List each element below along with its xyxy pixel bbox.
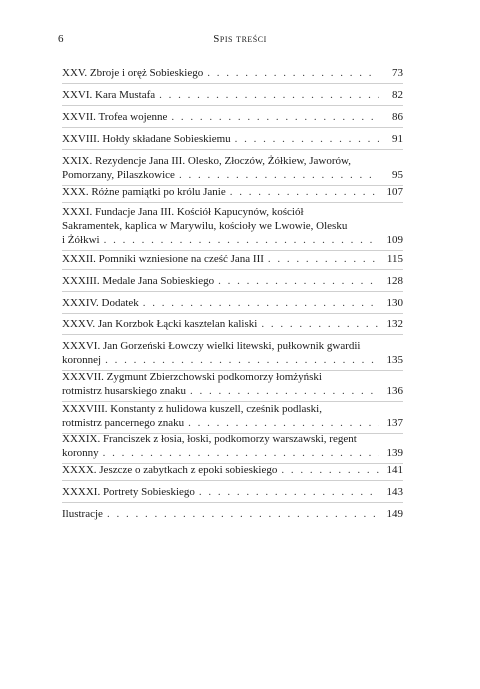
toc-entry-title: koronnej [62,354,102,366]
toc-entry-title: XXV. Zbroje i oręż Sobieskiego [62,67,204,79]
toc-entry-page: 73 [392,67,403,79]
page-number: 6 [58,33,64,45]
toc-entry-title: XXVIII. Hołdy składane Sobieskiemu [62,133,231,145]
toc-entry-title: XXXIX. Franciszek z łosia, łoski, podkomorzy warszawski, regent [62,433,357,445]
separator-line [62,269,403,270]
dot-leader [143,296,379,310]
dot-leader [199,485,379,499]
toc-entry[interactable] [62,463,403,477]
toc-entry[interactable] [62,252,403,266]
toc-entry-title: XXXX. Jeszcze o zabytkach z epoki sobieskiego [62,464,278,476]
toc-entry[interactable] [62,402,403,430]
toc-entry-title: rotmistrz pancernego znaku [62,417,185,429]
toc-entry[interactable] [62,370,403,398]
toc-entry-title: Pomorzany, Pilaszkowice [62,169,175,181]
toc-entry-title: XXXIV. Dodatek [62,297,139,309]
toc-entry[interactable] [62,507,403,521]
dot-leader [159,88,379,102]
dot-leader [207,66,379,80]
toc-entry-title: XXXIII. Medale Jana Sobieskiego [62,275,215,287]
toc-entry[interactable] [62,296,403,310]
toc-entry-page: 115 [386,253,403,265]
separator-line [62,313,403,314]
dot-leader [107,507,379,521]
toc-entry-title: XXXVI. Jan Gorzeński Łowczy wielki litewski, pułkownik gwardii [62,340,361,352]
running-title: Spis treści [213,33,267,45]
dot-leader [235,132,379,146]
toc-entry[interactable] [62,339,403,367]
toc-entry[interactable] [62,110,403,124]
separator-line [62,202,403,203]
toc-entry-page: 149 [386,508,403,520]
toc-entry-page: 95 [392,169,403,181]
toc-entry[interactable] [62,88,403,102]
dot-leader [281,463,379,477]
toc-entry-page: 82 [392,89,403,101]
dot-leader [103,446,379,460]
separator-line [62,334,403,335]
toc-entry-page: 136 [386,385,403,397]
toc-entry-title: XXXVII. Zygmunt Zbierzchowski podkomorzy łomżyński [62,371,322,383]
dot-leader [179,168,379,182]
toc-entry-title: XXIX. Rezydencje Jana III. Olesko, Złoczów, Żółkiew, Jaworów, [62,155,351,167]
toc-entry-page: 135 [386,354,403,366]
toc-entry-title: XXXV. Jan Korzbok Łącki kasztelan kaliski [62,318,258,330]
toc-entry-title: XXXXI. Portrety Sobieskiego [62,486,195,498]
separator-line [62,291,403,292]
toc-entry-title: Sakramentek, kaplica w Marywilu, kościoły we Lwowie, Olesku [62,220,348,232]
toc-entry-page: 128 [386,275,403,287]
dot-leader [171,110,379,124]
toc-entry-page: 107 [386,186,403,198]
toc-entry-page: 86 [392,111,403,123]
separator-line [62,127,403,128]
separator-line [62,250,403,251]
toc-entry-title: Ilustracje [62,508,103,520]
dot-leader [188,416,379,430]
toc-entry-title: i Żółkwi [62,234,100,246]
toc-entry-title: XXX. Różne pamiątki po królu Janie [62,186,226,198]
separator-line [62,480,403,481]
toc-entry-title: XXXII. Pomniki wzniesione na cześć Jana III [62,253,264,265]
toc-entry-page: 137 [386,417,403,429]
dot-leader [230,185,379,199]
separator-line [62,502,403,503]
toc-entry-title: XXVII. Trofea wojenne [62,111,168,123]
separator-line [62,105,403,106]
toc-entry-page: 130 [386,297,403,309]
dot-leader [104,233,379,247]
toc-entry-title: XXVI. Kara Mustafa [62,89,156,101]
toc-entry-title: koronny [62,447,99,459]
toc-entry[interactable] [62,432,403,460]
separator-line [62,149,403,150]
toc-entry[interactable] [62,66,403,80]
toc-entry-title: XXXI. Fundacje Jana III. Kościół Kapucynów, kościół [62,206,304,218]
toc-entry-page: 143 [386,486,403,498]
toc-entry-page: 132 [386,318,403,330]
toc-entry-title: XXXVIII. Konstanty z hulidowa kuszell, cześnik podlaski, [62,403,322,415]
toc-entry[interactable] [62,274,403,288]
dot-leader [218,274,379,288]
dot-leader [268,252,379,266]
toc-entry-page: 109 [386,234,403,246]
toc-entry[interactable] [62,485,403,499]
dot-leader [261,317,379,331]
separator-line [62,83,403,84]
toc-entry-page: 139 [386,447,403,459]
toc-entry-page: 141 [386,464,403,476]
dot-leader [190,384,379,398]
toc-entry[interactable] [62,317,403,331]
toc-entry[interactable] [62,205,403,247]
toc-entry[interactable] [62,185,403,199]
toc-entry-page: 91 [392,133,403,145]
toc-entry[interactable] [62,132,403,146]
toc-entry-title: rotmistrz husarskiego znaku [62,385,187,397]
dot-leader [105,353,379,367]
toc-entry[interactable] [62,154,403,182]
